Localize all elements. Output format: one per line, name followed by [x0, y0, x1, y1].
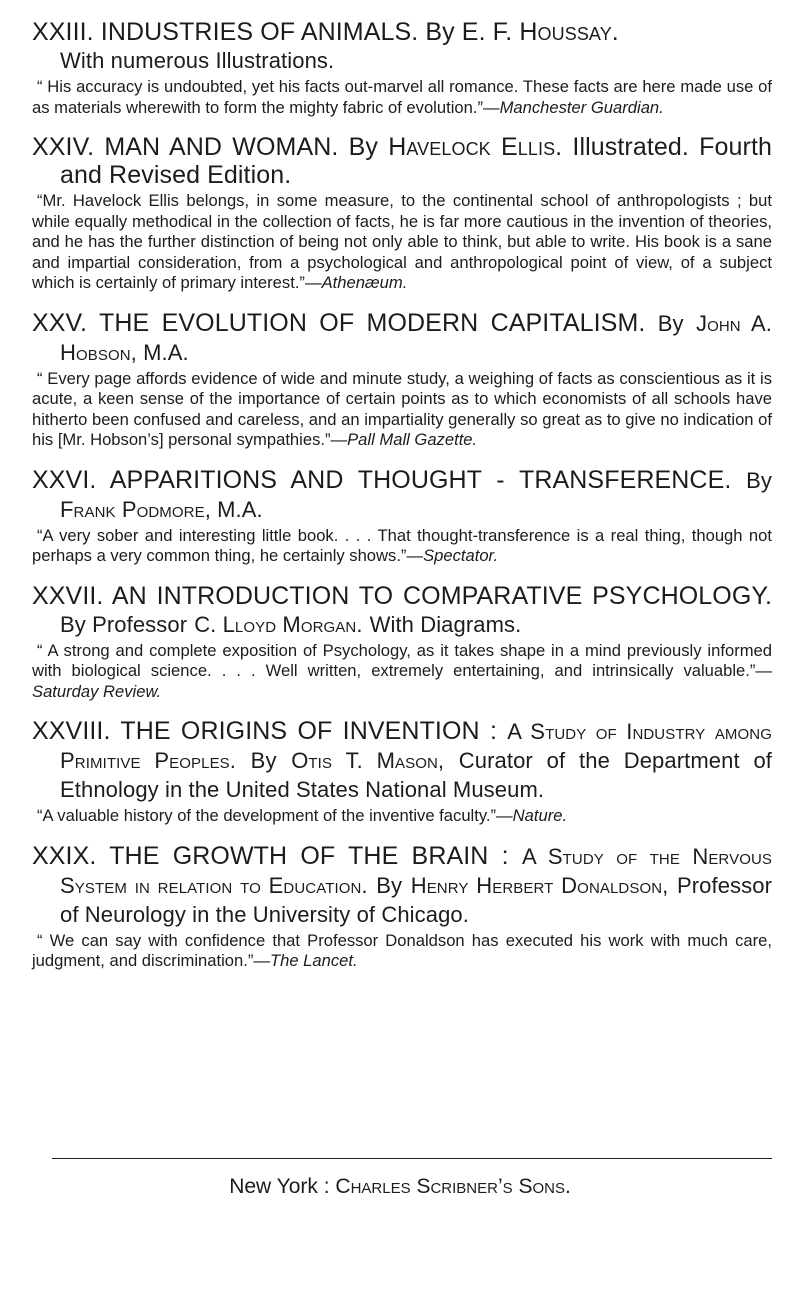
entry-author: E. F. Houssay. — [461, 18, 619, 46]
entry-xxvii — [32, 582, 772, 703]
entry-by: By — [657, 310, 684, 336]
entry-heading — [32, 18, 772, 75]
entry-author: Henry Herbert Donaldson, — [410, 872, 669, 898]
entry-author: Otis T. Mason, — [291, 748, 445, 773]
quote-text: “ A strong and complete exposition of Psychology, as it takes shape in a mind previously informed with biological science. . . . Well written, extremely entertaining, and intrinsically valuable.”— — [32, 640, 772, 680]
entry-details: With Diagrams. — [369, 611, 522, 637]
footer-rule — [52, 1158, 772, 1159]
entry-details: Curator of the Department of Ethnology in the United States National Museum. — [60, 748, 773, 802]
entry-quote — [32, 77, 772, 118]
entry-xxiv — [32, 133, 772, 294]
entry-details: Illustrated. Fourth and Revised Edition. — [60, 133, 773, 189]
entry-subtitle: A Study of the Nervous System in relation to Education. — [60, 843, 772, 898]
footer-city: New York : — [229, 1175, 330, 1198]
entry-heading — [32, 717, 772, 804]
entry-author: Havelock Ellis. — [388, 133, 563, 161]
entry-xxiii — [32, 18, 772, 118]
quote-source: Pall Mall Gazette. — [347, 430, 478, 449]
entry-title: INDUSTRIES OF ANIMALS. — [100, 18, 419, 46]
entry-xxv — [32, 309, 772, 451]
entry-title: APPARITIONS AND THOUGHT - TRANSFERENCE. — [109, 465, 732, 494]
footer-publisher: Charles Scribner’s Sons. — [335, 1175, 571, 1198]
entry-author: C. Lloyd Morgan. — [194, 611, 363, 637]
entry-quote — [32, 191, 772, 294]
entry-author: John A. Hobson, M.A. — [60, 310, 773, 365]
entry-xxix — [32, 842, 772, 972]
entry-number: XXIX. — [32, 841, 97, 870]
quote-source: Nature. — [512, 806, 568, 825]
entry-heading — [32, 466, 772, 524]
quote-text: “ His accuracy is undoubted, yet his facts out-marvel all romance. These facts are here made use of as materials wherewith to form the mighty fabric of evolution.”— — [32, 77, 772, 117]
entry-by: By — [746, 467, 773, 493]
entry-title: MAN AND WOMAN. — [104, 133, 339, 161]
publisher-footer — [0, 1175, 800, 1199]
entry-subtitle: A Study of Industry among Primitive Peoples. — [60, 719, 772, 773]
entry-quote — [32, 369, 772, 451]
quote-source: Saturday Review. — [32, 681, 162, 701]
quote-source: Spectator. — [423, 546, 499, 565]
entry-title: THE ORIGINS OF INVENTION : — [120, 717, 498, 745]
entry-by: By — [425, 18, 455, 46]
entry-number: XXIV. — [32, 133, 95, 161]
entry-number: XXV. — [32, 308, 88, 337]
entry-details: Professor of Neurology in the University of Chicago. — [60, 872, 773, 927]
entry-by: By — [348, 133, 379, 161]
entry-title: THE GROWTH OF THE BRAIN : — [109, 841, 509, 870]
quote-text: “A valuable history of the development of the inventive faculty.”— — [37, 806, 513, 825]
entry-xxviii — [32, 717, 772, 827]
entry-title: THE EVOLUTION OF MODERN CAPITALISM. — [98, 308, 646, 337]
entry-number: XXIII. — [32, 18, 94, 46]
entry-quote — [32, 806, 772, 827]
quote-source: Athenæum. — [321, 273, 408, 292]
quote-source: Manchester Guardian. — [499, 97, 664, 117]
quote-text: “A very sober and interesting little book. . . . That thought-transference is a real thing, though not perhaps a very common thing, he certainly shows.”— — [32, 525, 772, 565]
entry-by: By Professor — [60, 611, 188, 637]
entry-details: With numerous Illustrations. — [60, 48, 335, 73]
entry-heading — [32, 133, 772, 189]
entry-heading — [32, 309, 772, 367]
catalogue-page — [32, 18, 772, 987]
entry-xxvi — [32, 466, 772, 567]
quote-source: The Lancet. — [269, 951, 358, 970]
entry-quote — [32, 931, 772, 972]
entry-author: Frank Podmore, M.A. — [60, 496, 263, 522]
entry-number: XXVI. — [32, 465, 97, 494]
entry-title: AN INTRODUCTION TO COMPARATIVE PSYCHOLOGY. — [111, 581, 772, 610]
entry-number: XXVII. — [32, 581, 104, 610]
entry-by: By — [376, 872, 403, 898]
entry-heading — [32, 842, 772, 929]
entry-heading — [32, 582, 772, 639]
entry-quote — [32, 641, 772, 703]
quote-text: “Mr. Havelock Ellis belongs, in some measure, to the continental school of anthropologists ; but while equally methodical in the collection of facts, he is far more cautious in the invention of theories, and he has the further distinction of being not only able to think, but able to write. His book is a sane and impartial consideration, from a psychological and anthropological point of view, of a subject which is certainly of primary interest.”— — [32, 191, 772, 292]
entry-by: By — [250, 748, 277, 773]
quote-text: “ Every page affords evidence of wide and minute study, a weighing of facts as conscientious as it is acute, a keen sense of the importance of certain points as to which economists of all schools have hitherto been confused and careless, and an impartiality generally so great as to give no indication of his [Mr. Hobson’s] personal sympathies.”— — [32, 368, 772, 449]
entry-quote — [32, 526, 772, 567]
quote-text: “ We can say with confidence that Professor Donaldson has executed his work with much care, judgment, and discrimination.”— — [32, 930, 772, 970]
entry-number: XXVIII. — [32, 717, 111, 745]
